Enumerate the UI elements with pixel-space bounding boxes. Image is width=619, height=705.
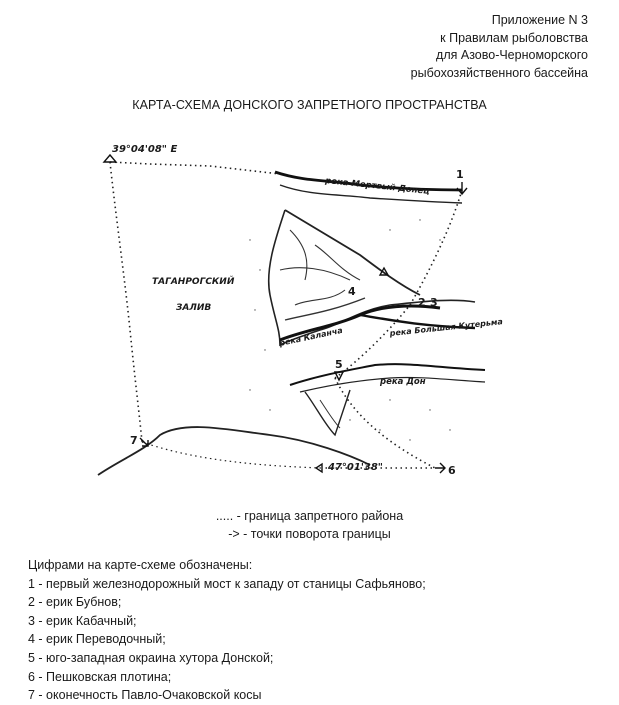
appendix-line-4: рыбохозяйственного бассейна [410,65,588,80]
point-2-label: 2 [418,296,426,309]
notes-header: Цифрами на карте-схеме обозначены: [28,558,253,572]
appendix-line-1: Приложение N 3 [491,13,588,27]
southern-delta-lobe [305,390,350,435]
legend-boundary: ..... - граница запретного района [215,509,404,523]
notes-list [28,556,426,705]
notes-item: 3 - ерик Кабачный; [28,613,137,628]
delta-channel [280,268,350,280]
notes-item: 7 - оконечность Павло-Очаковской косы [28,688,262,703]
bay-name-line-2: ЗАЛИВ [176,303,212,313]
appendix-line-3: для Азово-Черноморского [436,48,588,62]
map-legend [0,508,619,543]
delta-channel [290,230,307,280]
eastern-boundary-line [335,190,462,378]
coord-top-label: 39°04'08" Е [112,144,178,155]
appendix-line-2: к Правилам рыболовства [440,30,588,45]
south-west-boundary-line [142,442,322,468]
appendix-header [411,12,588,82]
notes-item: 1 - первый железнодорожный мост к западу от станицы Сафьяново; [28,576,426,591]
point-6-label: 6 [448,464,456,477]
point-7-label: 7 [130,434,138,447]
kalancha-label: река Каланча [278,325,344,348]
don-label: река Дон [380,377,426,387]
western-boundary-line [110,162,142,442]
mertvy-donets-label: река Мертвый Донец [324,176,431,197]
don-delta-map [90,130,504,490]
notes-item: 6 - Пешковская плотина; [28,669,172,684]
turn-point-arrows [104,155,467,473]
delta-channel [295,290,345,305]
notes-item: 4 - ерик Переводочный; [28,632,166,647]
point-5-label: 5 [335,358,343,371]
notes-item: 2 - ерик Бубнов; [28,595,122,610]
point-1-label: 1 [456,168,464,181]
coord-bottom-label: 47°01'38" [328,462,384,473]
point-3-label: 3 [430,296,438,309]
bolshaya-kuterma-label: река Большая Кутерьма [389,317,504,338]
point-4-label: 4 [348,285,356,298]
document-title: КАРТА-СХЕМА ДОНСКОГО ЗАПРЕТНОГО ПРОСТРАНСТВА [132,98,487,112]
bay-name-line-1: ТАГАНРОГСКИЙ [152,277,235,287]
southern-delta-channel [320,400,340,428]
northern-boundary-line [110,162,280,174]
notes-item: 5 - юго-западная окраина хутора Донской; [28,650,274,665]
legend-turn-points: -> - точки поворота границы [228,526,391,541]
